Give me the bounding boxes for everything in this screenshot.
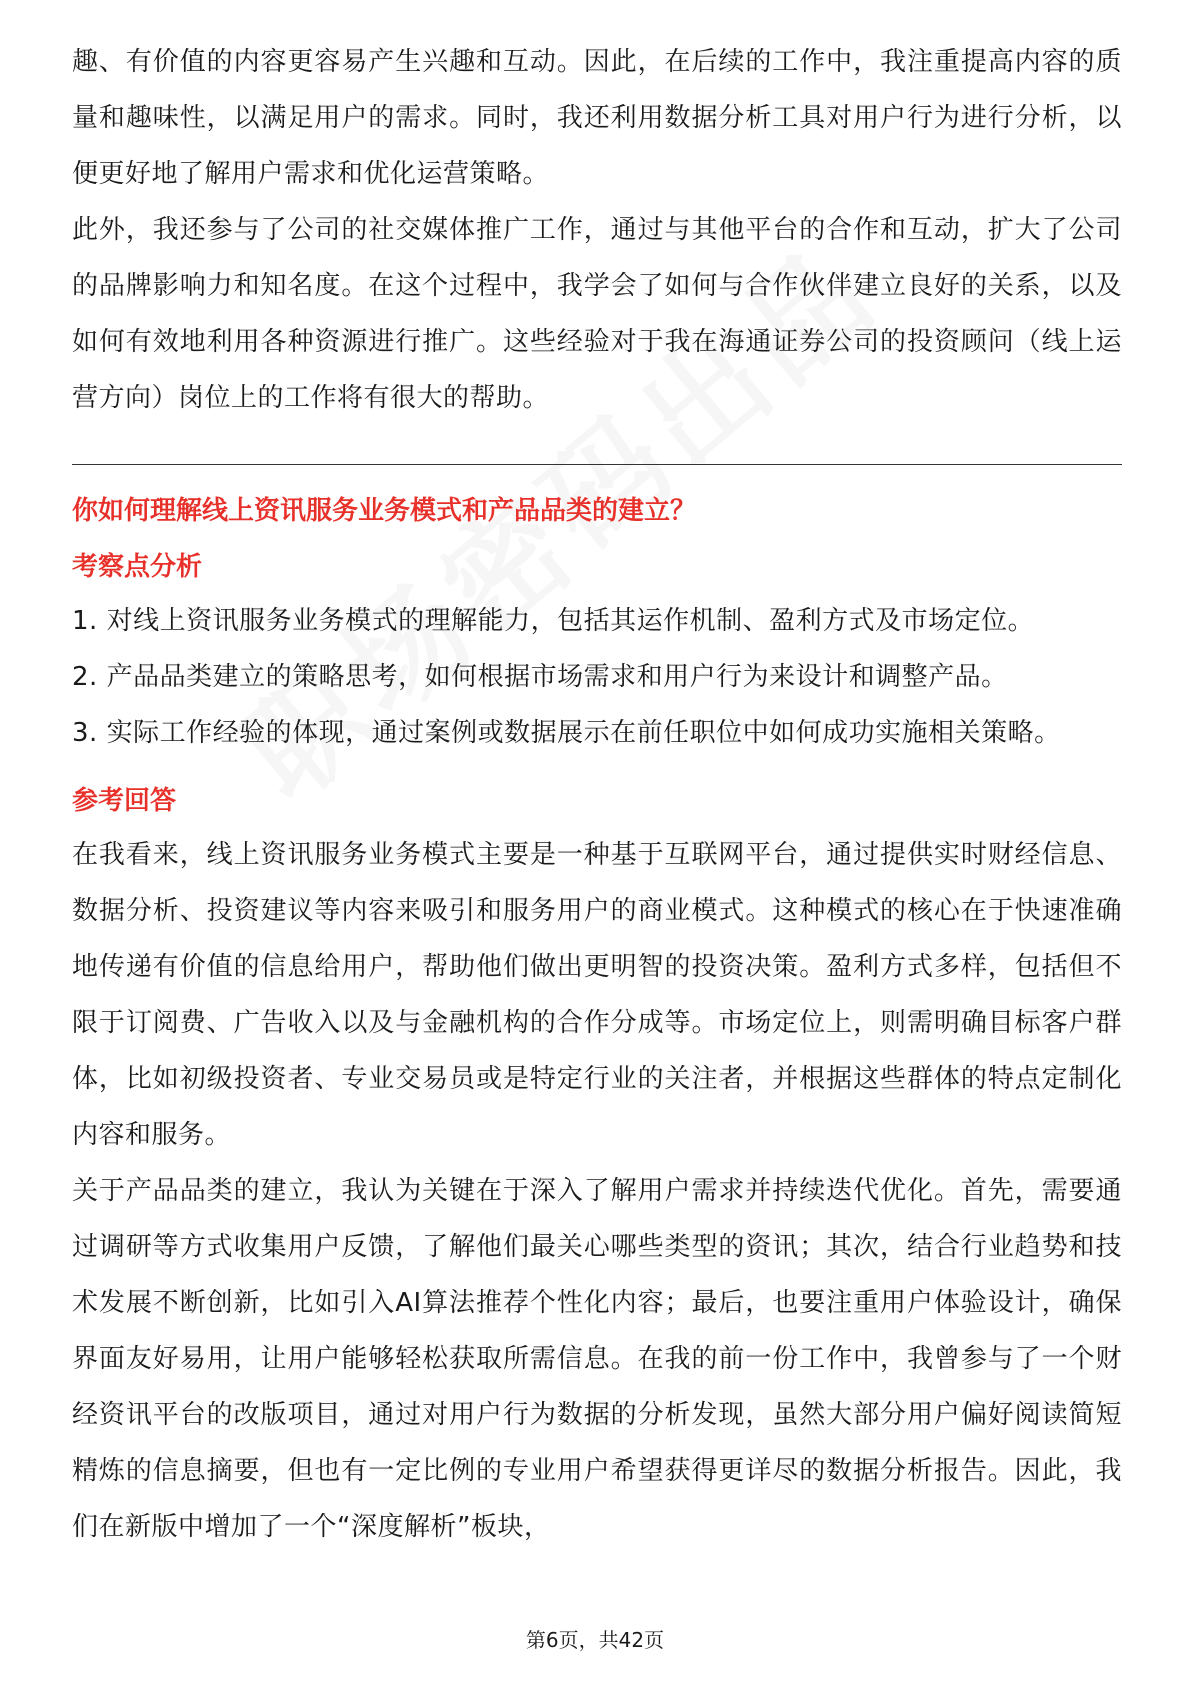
question-heading: 你如何理解线上资讯服务业务模式和产品品类的建立？	[72, 496, 697, 526]
answer-paragraph: 在我看来，线上资讯服务业务模式主要是一种基于互联网平台，通过提供实时财经信息、数据分析、投资建议等内容来吸引和服务用户的商业模式。这种模式的核心在于快速准确地传递有价值的信息给用户，帮助他们做出更明智的投资决策。盈利方式多样，包括但不限于订阅费、广告收入以及与金融机构的合作分成等。市场定位上，则需明确目标客户群体，比如初级投资者、专业交易员或是特定行业的关注者，并根据这些群体的特点定制化内容和服务。	[72, 840, 1122, 1150]
intro-paragraph: 此外，我还参与了公司的社交媒体推广工作，通过与其他平台的合作和互动，扩大了公司的品牌影响力和知名度。在这个过程中，我学会了如何与合作伙伴建立良好的关系，以及如何有效地利用各种资源进行推广。这些经验对于我在海通证券公司的投资顾问（线上运营方向）岗位上的工作将有很大的帮助。	[72, 215, 1122, 413]
analysis-section	[72, 541, 1122, 761]
page-number: 第6页，共42页	[525, 1628, 665, 1652]
intro-section	[72, 34, 1122, 426]
answer-heading: 参考回答	[72, 786, 177, 816]
analysis-item: 2. 产品品类建立的策略思考，如何根据市场需求和用户行为来设计和调整产品。	[72, 662, 1008, 692]
answer-section	[72, 775, 1122, 1555]
intro-paragraph: 趣、有价值的内容更容易产生兴趣和互动。因此，在后续的工作中，我注重提高内容的质量和趣味性，以满足用户的需求。同时，我还利用数据分析工具对用户行为进行分析，以便更好地了解用户需求和优化运营策略。	[72, 47, 1122, 189]
analysis-item: 3. 实际工作经验的体现，通过案例或数据展示在前任职位中如何成功实施相关策略。	[72, 718, 1061, 748]
document-page	[72, 34, 1122, 1555]
analysis-item: 1. 对线上资讯服务业务模式的理解能力，包括其运作机制、盈利方式及市场定位。	[72, 606, 1035, 636]
answer-paragraph: 关于产品品类的建立，我认为关键在于深入了解用户需求并持续迭代优化。首先，需要通过调研等方式收集用户反馈，了解他们最关心哪些类型的资讯；其次，结合行业趋势和技术发展不断创新，比如引入AI算法推荐个性化内容；最后，也要注重用户体验设计，确保界面友好易用，让用户能够轻松获取所需信息。在我的前一份工作中，我曾参与了一个财经资讯平台的改版项目，通过对用户行为数据的分析发现，虽然大部分用户偏好阅读简短精炼的信息摘要，但也有一定比例的专业用户希望获得更详尽的数据分析报告。因此，我们在新版中增加了一个“深度解析”板块，	[72, 1176, 1122, 1542]
analysis-heading: 考察点分析	[72, 552, 203, 582]
section-divider	[72, 464, 1122, 465]
